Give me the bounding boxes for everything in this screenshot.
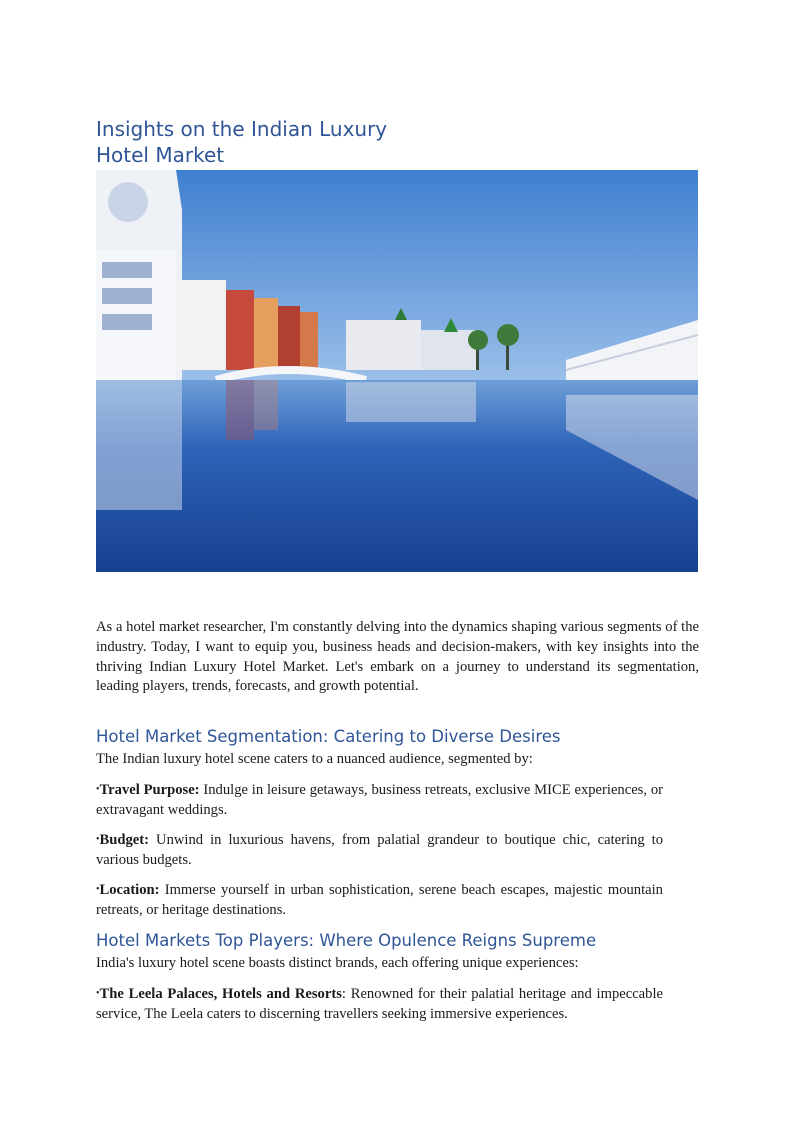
bullet-glyph: • bbox=[96, 784, 100, 795]
list-item-label: Budget: bbox=[99, 832, 149, 848]
segmentation-lead: The Indian luxury hotel scene caters to a nuanced audience, segmented by: bbox=[96, 751, 533, 767]
bullet-glyph: • bbox=[96, 884, 100, 895]
list-item-text: Indulge in leisure getaways, business retreats, exclusive MICE experiences, or extravagant weddings. bbox=[96, 782, 664, 818]
list-item bbox=[96, 830, 663, 870]
intro-paragraph: As a hotel market researcher, I'm constantly delving into the dynamics shaping various segments of the industry. Today, I want to equip you, business heads and decision-makers, with key insights into the thriving Indian Luxury Hotel Market. Let's embark on a journey to understand its segmentation, leading players, trends, forecasts, and growth potential. bbox=[96, 619, 699, 695]
bullet-glyph: • bbox=[96, 988, 100, 999]
title-line-1: Insights on the Indian Luxury bbox=[96, 117, 388, 141]
list-item bbox=[96, 780, 663, 820]
list-item-label: The Leela Palaces, Hotels and Resorts bbox=[99, 986, 342, 1002]
segmentation-heading: Hotel Market Segmentation: Catering to Diverse Desires bbox=[96, 727, 561, 746]
list-item-text: Unwind in luxurious havens, from palatial grandeur to boutique chic, catering to various budgets. bbox=[96, 832, 664, 868]
hotel-pool-image bbox=[96, 170, 698, 572]
list-item-text: Immerse yourself in urban sophistication, serene beach escapes, majestic mountain retreats, or heritage destinations. bbox=[96, 882, 663, 918]
players-heading: Hotel Markets Top Players: Where Opulence Reigns Supreme bbox=[96, 931, 597, 950]
players-lead: India's luxury hotel scene boasts distinct brands, each offering unique experiences: bbox=[96, 955, 579, 971]
list-item-label: Travel Purpose: bbox=[99, 782, 200, 798]
list-item-label: Location: bbox=[99, 882, 160, 898]
list-item bbox=[96, 880, 663, 920]
title-line-2: Hotel Market bbox=[96, 143, 225, 167]
list-item bbox=[96, 984, 663, 1024]
list-item-text: : Renowned for their palatial heritage and impeccable service, The Leela caters to discerning travellers seeking immersive experiences. bbox=[96, 986, 663, 1022]
page-title bbox=[96, 116, 387, 168]
bullet-glyph: • bbox=[96, 834, 100, 845]
